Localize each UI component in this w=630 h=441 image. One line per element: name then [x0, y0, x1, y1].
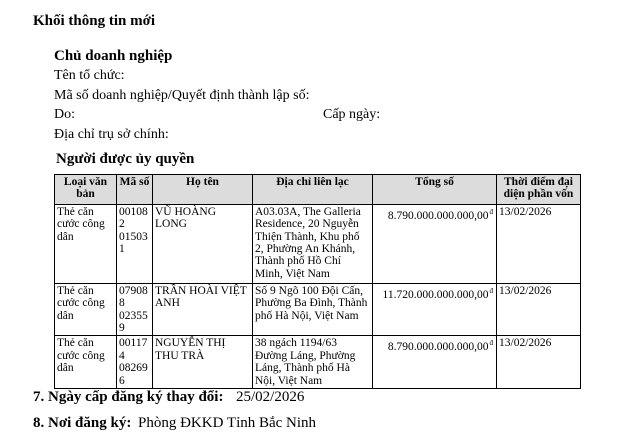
cell-name: NGUYỄN THỊ THU TRÀ — [153, 336, 253, 389]
item7-label: 7. Ngày cấp đăng ký thay đổi: — [33, 389, 224, 405]
cell-id-no: 079088 023559 — [117, 283, 153, 336]
cell-name: VŨ HOÀNG LONG — [153, 204, 253, 283]
col-header-date: Thời điểm đại diện phần vốn — [497, 175, 581, 205]
authorized-heading: Người được ủy quyền — [56, 151, 195, 167]
owner-heading: Chủ doanh nghiệp — [54, 48, 173, 64]
cell-total — [373, 283, 497, 336]
cell-address: A03.03A, The Galleria Residence, 20 Nguyễn Thiện Thành, Khu phố 2, Phường An Khánh, Thành phố Hồ Chí Minh, Việt Nam — [253, 204, 373, 283]
col-header-name: Họ tên — [153, 175, 253, 205]
cell-address: 38 ngách 1194/63 Đường Láng, Phường Láng, Thành phố Hà Nội, Việt Nam — [253, 336, 373, 389]
currency-mark: đ — [489, 207, 493, 216]
cell-id-no: 001082 015031 — [117, 204, 153, 283]
cell-address: Số 9 Ngõ 100 Đội Cấn, Phường Ba Đình, Thành phố Hà Nội, Việt Nam — [253, 283, 373, 336]
cell-id-no: 001174 082696 — [117, 336, 153, 389]
table-row — [55, 204, 581, 283]
cell-doc-type: Thẻ căn cước công dân — [55, 204, 117, 283]
total-value: 8.790.000.000.000,00 — [387, 341, 489, 354]
cell-doc-type: Thẻ căn cước công dân — [55, 283, 117, 336]
col-header-address: Địa chỉ liên lạc — [253, 175, 373, 205]
cell-total — [373, 336, 497, 389]
table-row — [55, 336, 581, 389]
total-value: 8.790.000.000.000,00 — [387, 209, 489, 222]
authorized-table — [54, 174, 581, 389]
item8-label: 8. Nơi đăng ký: — [33, 415, 132, 431]
total-value: 11.720.000.000.000,00 — [382, 288, 489, 301]
item8-value: Phòng ĐKKD Tỉnh Bắc Ninh — [138, 415, 317, 431]
cell-doc-type: Thẻ căn cước công dân — [55, 336, 117, 389]
col-header-doc-type: Loại văn bản — [55, 175, 117, 205]
col-header-total: Tổng số — [373, 175, 497, 205]
reg-no-label: Mã số doanh nghiệp/Quyết định thành lập số: — [54, 88, 310, 103]
currency-mark: đ — [489, 286, 493, 295]
address-label: Địa chỉ trụ sở chính: — [54, 127, 169, 142]
issue-date-label: Cấp ngày: — [323, 107, 381, 122]
cell-date: 13/02/2026 — [497, 204, 581, 283]
section-title: Khối thông tin mới — [33, 13, 156, 29]
col-header-id-no: Mã số — [117, 175, 153, 205]
cell-name: TRẦN HOÀI VIỆT ANH — [153, 283, 253, 336]
issued-by-label: Do: — [54, 107, 75, 122]
table-row — [55, 283, 581, 336]
org-name-label: Tên tổ chức: — [54, 68, 125, 83]
currency-mark: đ — [489, 339, 493, 348]
cell-date: 13/02/2026 — [497, 336, 581, 389]
cell-date: 13/02/2026 — [497, 283, 581, 336]
table-header-row — [55, 175, 581, 205]
item7-value: 25/02/2026 — [236, 389, 305, 405]
cell-total — [373, 204, 497, 283]
